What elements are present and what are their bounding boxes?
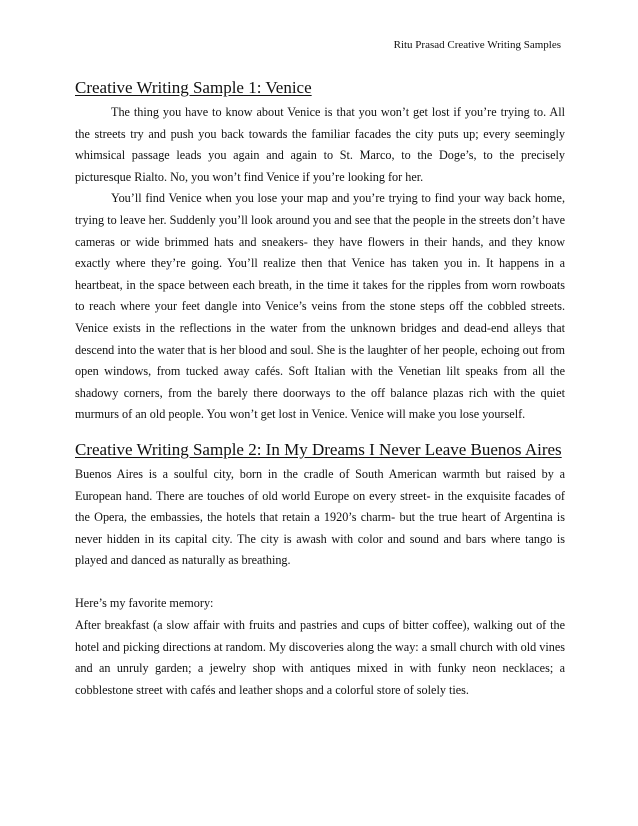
- document-body: [75, 76, 565, 701]
- buenos-aires-paragraph-1: Buenos Aires is a soulful city, born in the cradle of South American warmth but raised by a European hand. There are touches of old world Europe on every street- in the exquisite facades of the Opera, the embassies, the hotels that retain a 1920’s charm- but the true heart of Argentina is never hidden in its capital city. The city is awash with color and sound and bars where tango is played and danced as naturally as breathing.: [75, 466, 565, 568]
- venice-paragraph-2: You’ll find Venice when you lose your map and you’re trying to find your way back home, trying to leave her. Suddenly you’ll look around you and see that the people in the streets don’t have cameras or wide brimmed hats and sneakers- they have flowers in their hands, and they know exactly where they’re going. You’ll realize then that Venice has taken you in. It happens in a heartbeat, in the space between each breath, in the time it takes for the ripples from worn rowboats to reach where your feet dangle into Venice’s veins from the stone steps off the cobbled streets. Venice exists in the reflections in the water from the unknown bridges and dead-end alleys that descend into the water that is her blood and soul. She is the laughter of her people, echoing out from open windows, from tucked away cafés. Soft Italian with the Venetian lilt speaks from all the shadowy corners, from the barely there doorways to the off balance plazas rich with the quiet murmurs of an old people. You won’t get lost in Venice. Venice will make you lose yourself.: [75, 191, 565, 422]
- section-title-venice: Creative Writing Sample 1: Venice: [75, 78, 312, 97]
- running-header: Ritu Prasad Creative Writing Samples: [393, 39, 561, 51]
- venice-paragraph-1: The thing you have to know about Venice is that you won’t get lost if you’re trying to. All the streets try and push you back towards the familiar facades the city puts up; every seemingly whimsical passage leads you again and again to St. Marco, to the Doge’s, to the precisely picturesque Rialto. No, you won’t find Venice if you’re looking for her.: [75, 105, 565, 184]
- section-title-buenos-aires: Creative Writing Sample 2: In My Dreams I Never Leave Buenos Aires: [75, 439, 562, 459]
- buenos-aires-paragraph-3: After breakfast (a slow affair with fruits and pastries and cups of bitter coffee), walking out of the hotel and picking directions at random. My discoveries along the way: a small church with old vines and an unruly garden; a jewelry shop with antiques mixed in with funky neon necklaces; a cobblestone street with cafés and leather shops and a colorful store of solely ties.: [75, 618, 565, 697]
- buenos-aires-paragraph-2: Here’s my favorite memory:: [75, 596, 214, 611]
